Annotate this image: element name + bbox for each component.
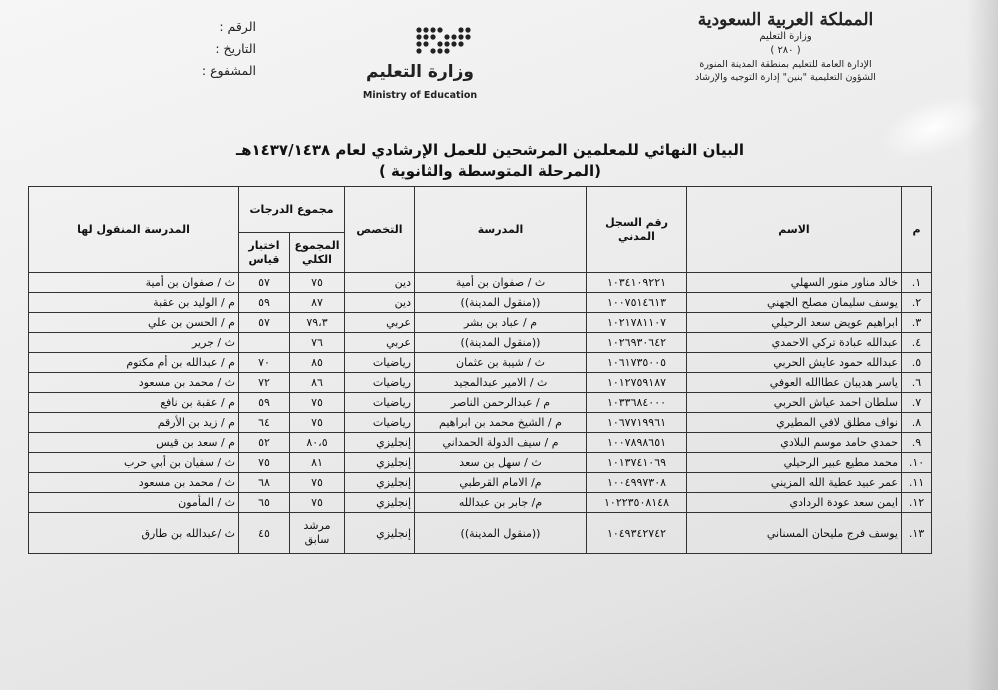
row-index: ٨. bbox=[902, 413, 932, 433]
row-index: ٤. bbox=[902, 333, 932, 353]
row-qiyas: ٥٧ bbox=[239, 313, 290, 333]
row-destination: ث /عبدالله بن طارق bbox=[29, 513, 239, 554]
department-name: الشؤون التعليمية "بنين" إدارة التوجيه والإرشاد bbox=[695, 72, 876, 83]
directorate-name: الإدارة العامة للتعليم بمنطقة المدينة المنورة bbox=[699, 59, 872, 70]
letter-code: ( ٢٨٠ ) bbox=[770, 45, 801, 56]
row-specialty: عربي bbox=[345, 313, 415, 333]
row-name: ايمن سعد عودة الردادي bbox=[687, 493, 902, 513]
row-name: عمر عبيد عطية الله المزيني bbox=[687, 473, 902, 493]
row-qiyas: ٤٥ bbox=[239, 513, 290, 554]
row-index: ٧. bbox=[902, 393, 932, 413]
row-name: خالد مناور منور السهلي bbox=[687, 273, 902, 293]
row-qiyas: ٦٤ bbox=[239, 413, 290, 433]
row-school: م / عبدالرحمن الناصر bbox=[415, 393, 587, 413]
row-school: ((منقول المدينة)) bbox=[415, 293, 587, 313]
row-school: م / عباد بن بشر bbox=[415, 313, 587, 333]
row-school: ((منقول المدينة)) bbox=[415, 513, 587, 554]
row-specialty: إنجليزي bbox=[345, 433, 415, 453]
row-index: ١. bbox=[902, 273, 932, 293]
row-school: ث / صفوان بن أمية bbox=[415, 273, 587, 293]
header-qiyas: اختبار قياس bbox=[239, 233, 290, 273]
ministry-name: وزارة التعليم bbox=[759, 31, 812, 42]
table-row bbox=[29, 353, 932, 373]
row-qiyas: ٦٨ bbox=[239, 473, 290, 493]
row-qiyas: ٥٧ bbox=[239, 273, 290, 293]
row-total: ٨٧ bbox=[290, 293, 345, 313]
ministry-logo-icon bbox=[415, 24, 475, 60]
table-row bbox=[29, 513, 932, 554]
header-civil-id: رقم السجل المدني bbox=[587, 187, 687, 273]
row-name: سلطان احمد عياش الحربي bbox=[687, 393, 902, 413]
document-title bbox=[190, 140, 790, 182]
table-row bbox=[29, 493, 932, 513]
row-destination: م / الحسن بن علي bbox=[29, 313, 239, 333]
row-school: م/ الامام القرطبي bbox=[415, 473, 587, 493]
table-row bbox=[29, 453, 932, 473]
row-specialty: دين bbox=[345, 293, 415, 313]
table-row bbox=[29, 473, 932, 493]
row-specialty: دين bbox=[345, 273, 415, 293]
row-civil-id: ١٠٠٧٨٩٨٦٥١ bbox=[587, 433, 687, 453]
logo-english-text: Ministry of Education bbox=[362, 90, 478, 101]
table-row bbox=[29, 433, 932, 453]
table-row bbox=[29, 313, 932, 333]
row-school: ث / شيبة بن عثمان bbox=[415, 353, 587, 373]
row-qiyas: ٧٠ bbox=[239, 353, 290, 373]
row-qiyas: ٧٢ bbox=[239, 373, 290, 393]
title-line-2: (المرحلة المتوسطة والثانوية ) bbox=[378, 162, 601, 180]
row-destination: م / عبدالله بن أم مكتوم bbox=[29, 353, 239, 373]
row-destination: م / الوليد بن عقبة bbox=[29, 293, 239, 313]
row-destination: م / سعد بن قيس bbox=[29, 433, 239, 453]
row-civil-id: ١٠٠٤٩٩٧٣٠٨ bbox=[587, 473, 687, 493]
row-total: ٧٥ bbox=[290, 413, 345, 433]
row-index: ١٣. bbox=[902, 513, 932, 554]
row-civil-id: ١٠٢١٧٨١١٠٧ bbox=[587, 313, 687, 333]
row-index: ١٠. bbox=[902, 453, 932, 473]
row-civil-id: ١٠١٢٧٥٩١٨٧ bbox=[587, 373, 687, 393]
letterhead-kingdom bbox=[683, 10, 888, 84]
table-row bbox=[29, 293, 932, 313]
row-specialty: رياضيات bbox=[345, 373, 415, 393]
row-total: ٧٥ bbox=[290, 273, 345, 293]
attachments-label: المشفوع : bbox=[201, 63, 256, 78]
row-destination: م / عقبة بن نافع bbox=[29, 393, 239, 413]
row-index: ٦. bbox=[902, 373, 932, 393]
row-destination: ث / جرير bbox=[29, 333, 239, 353]
row-civil-id: ١٠٠٧٥١٤٦١٣ bbox=[587, 293, 687, 313]
row-name: عبدالله حمود عايش الحربي bbox=[687, 353, 902, 373]
row-civil-id: ١٠٦١٧٣٥٠٠٥ bbox=[587, 353, 687, 373]
row-total: ٨٥ bbox=[290, 353, 345, 373]
row-civil-id: ١٠١٣٧٤١٠٦٩ bbox=[587, 453, 687, 473]
row-school: م / سيف الدولة الحمداني bbox=[415, 433, 587, 453]
number-label: الرقم : bbox=[219, 19, 256, 34]
header-total: المجموع الكلي bbox=[290, 233, 345, 273]
row-destination: ث / سفيان بن أبي حرب bbox=[29, 453, 239, 473]
row-destination: ث / محمد بن مسعود bbox=[29, 473, 239, 493]
row-index: ٥. bbox=[902, 353, 932, 373]
row-civil-id: ١٠٢٦٩٣٠٦٤٢ bbox=[587, 333, 687, 353]
row-qiyas: ٥٩ bbox=[239, 293, 290, 313]
row-school: ث / سهل بن سعد bbox=[415, 453, 587, 473]
table-body bbox=[29, 273, 932, 554]
row-total: ٧٩،٣ bbox=[290, 313, 345, 333]
row-specialty: رياضيات bbox=[345, 413, 415, 433]
row-index: ١١. bbox=[902, 473, 932, 493]
row-school: ((منقول المدينة)) bbox=[415, 333, 587, 353]
table-row bbox=[29, 273, 932, 293]
row-specialty: إنجليزي bbox=[345, 493, 415, 513]
table-row bbox=[29, 393, 932, 413]
row-total: ٧٥ bbox=[290, 493, 345, 513]
row-specialty: إنجليزي bbox=[345, 453, 415, 473]
row-civil-id: ١٠٣٤١٠٩٢٢١ bbox=[587, 273, 687, 293]
row-qiyas: ٦٥ bbox=[239, 493, 290, 513]
row-destination: ث / المأمون bbox=[29, 493, 239, 513]
kingdom-name: المملكة العربية السعودية bbox=[697, 10, 874, 30]
row-index: ٩. bbox=[902, 433, 932, 453]
row-destination: ث / صفوان بن أمية bbox=[29, 273, 239, 293]
row-specialty: إنجليزي bbox=[345, 513, 415, 554]
row-specialty: رياضيات bbox=[345, 393, 415, 413]
row-index: ٣. bbox=[902, 313, 932, 333]
row-total: ٨١ bbox=[290, 453, 345, 473]
row-specialty: إنجليزي bbox=[345, 473, 415, 493]
candidates-table bbox=[28, 186, 932, 554]
row-index: ٢. bbox=[902, 293, 932, 313]
row-specialty: عربي bbox=[345, 333, 415, 353]
header-specialty: التخصص bbox=[345, 187, 415, 273]
row-total: ٧٥ bbox=[290, 393, 345, 413]
row-qiyas: ٧٥ bbox=[239, 453, 290, 473]
row-destination: م / زيد بن الأرقم bbox=[29, 413, 239, 433]
row-school: م/ جابر بن عبدالله bbox=[415, 493, 587, 513]
header-grades-group: مجموع الدرجات bbox=[239, 187, 345, 233]
row-name: محمد مطيع عبير الرحيلي bbox=[687, 453, 902, 473]
row-qiyas: ٥٩ bbox=[239, 393, 290, 413]
date-label: التاريخ : bbox=[215, 41, 256, 56]
row-name: عبدالله عبادة تركي الاحمدي bbox=[687, 333, 902, 353]
row-total: ٧٦ bbox=[290, 333, 345, 353]
row-total: ٨٠،٥ bbox=[290, 433, 345, 453]
row-civil-id: ١٠٤٩٣٤٢٧٤٢ bbox=[587, 513, 687, 554]
row-name: ابراهيم عويض سعد الرحيلي bbox=[687, 313, 902, 333]
row-total: ٨٦ bbox=[290, 373, 345, 393]
table-row bbox=[29, 413, 932, 433]
row-school: ث / الامير عبدالمجيد bbox=[415, 373, 587, 393]
row-name: حمدي حامد موسم البلادي bbox=[687, 433, 902, 453]
row-total: ٧٥ bbox=[290, 473, 345, 493]
row-specialty: رياضيات bbox=[345, 353, 415, 373]
logo-arabic-text: وزارة التعليم bbox=[366, 62, 474, 82]
row-index: ١٢. bbox=[902, 493, 932, 513]
row-name: يوسف سليمان مصلح الجهني bbox=[687, 293, 902, 313]
table-row bbox=[29, 333, 932, 353]
row-name: نواف مطلق لافي المطيري bbox=[687, 413, 902, 433]
header-school: المدرسة bbox=[415, 187, 587, 273]
row-qiyas: ٥٢ bbox=[239, 433, 290, 453]
row-name: يوسف فرج مليحان المسناني bbox=[687, 513, 902, 554]
row-destination: ث / محمد بن مسعود bbox=[29, 373, 239, 393]
row-civil-id: ١٠٦٧٧١٩٩٦١ bbox=[587, 413, 687, 433]
title-line-1: البيان النهائي للمعلمين المرشحين للعمل الإرشادي لعام ١٤٣٧/١٤٣٨هـ bbox=[235, 141, 745, 159]
row-school: م / الشيخ محمد بن ابراهيم bbox=[415, 413, 587, 433]
row-civil-id: ١٠٣٣٦٨٤٠٠٠ bbox=[587, 393, 687, 413]
table-row bbox=[29, 373, 932, 393]
row-total: مرشد سابق bbox=[290, 513, 345, 554]
row-qiyas bbox=[239, 333, 290, 353]
header-index: م bbox=[902, 187, 932, 273]
row-civil-id: ١٠٢٢٣٥٠٨١٤٨ bbox=[587, 493, 687, 513]
row-name: ياسر هديبان عطاالله العوفي bbox=[687, 373, 902, 393]
header-destination: المدرسة المنقول لها bbox=[29, 187, 239, 273]
reference-fields bbox=[186, 16, 256, 82]
ministry-logo bbox=[360, 18, 480, 108]
header-name: الاسم bbox=[687, 187, 902, 273]
